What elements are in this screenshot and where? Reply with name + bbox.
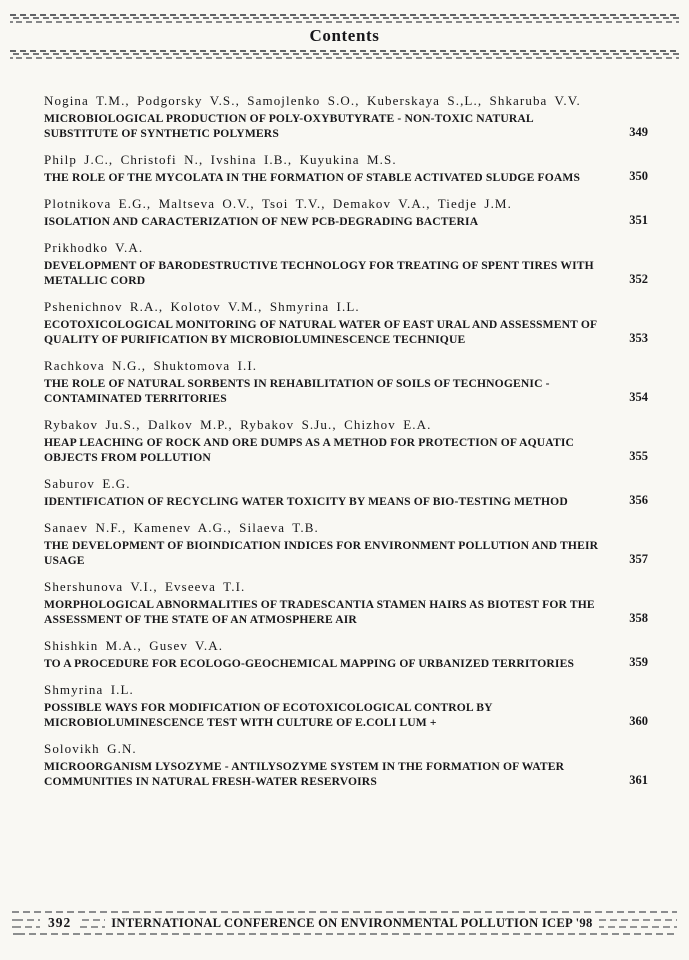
entry-page-number: 354 [629,390,648,404]
toc-entry-body [44,741,612,789]
entry-title: THE ROLE OF THE MYCOLATA IN THE FORMATION OF STABLE ACTIVATED SLUDGE FOAMS [44,171,581,184]
entry-page-number: 355 [629,449,648,463]
entry-authors: Saburov E.G. [44,476,131,491]
toc-entry [44,299,651,347]
entry-page-number: 360 [629,714,648,728]
toc-entry-body [44,682,612,730]
toc-entry-body [44,152,612,185]
entry-page-number: 361 [629,773,648,787]
entry-title: TO A PROCEDURE FOR ECOLOGO-GEOCHEMICAL MAPPING OF URBANIZED TERRITORIES [44,657,575,670]
footer-conference-title: INTERNATIONAL CONFERENCE ON ENVIRONMENTAL POLLUTION ICEP '98 [105,915,598,932]
entry-authors: Philp J.C., Christofi N., Ivshina I.B., Kuyukina M.S. [44,152,397,167]
entry-title: THE DEVELOPMENT OF BIOINDICATION INDICES FOR ENVIRONMENT POLLUTION AND THEIR USAGE [44,539,599,567]
decorative-rule-top [10,14,679,23]
toc-entry-body [44,299,612,347]
toc-entry-body [44,417,612,465]
toc-entry [44,152,651,185]
entry-title: MICROORGANISM LYSOZYME - ANTILYSOZYME SYSTEM IN THE FORMATION OF WATER COMMUNITIES IN NATURAL FRESH-WATER RESERVOIRS [44,760,565,788]
entry-page-number: 353 [629,331,648,345]
toc-entry [44,476,651,509]
entry-title: DEVELOPMENT OF BARODESTRUCTIVE TECHNOLOGY FOR TREATING OF SPENT TIRES WITH METALLIC CORD [44,259,594,287]
toc-entry-body [44,93,612,141]
entry-page-number: 352 [629,272,648,286]
page-footer [12,910,677,936]
entry-authors: Shmyrina I.L. [44,682,134,697]
entry-title: THE ROLE OF NATURAL SORBENTS IN REHABILITATION OF SOILS OF TECHNOGENIC - CONTAMINATED TERRITORIES [44,377,550,405]
entry-authors: Rachkova N.G., Shuktomova I.I. [44,358,258,373]
contents-header [0,0,689,59]
entry-authors: Shershunova V.I., Evseeva T.I. [44,579,246,594]
page-title: Contents [309,26,380,45]
toc-entry-body [44,476,612,509]
toc-entry-body [44,240,612,288]
entry-title: IDENTIFICATION OF RECYCLING WATER TOXICITY BY MEANS OF BIO-TESTING METHOD [44,495,568,508]
entry-authors: Rybakov Ju.S., Dalkov M.P., Rybakov S.Ju., Chizhov E.A. [44,417,432,432]
toc-entry [44,417,651,465]
entry-authors: Pshenichnov R.A., Kolotov V.M., Shmyrina I.L. [44,299,360,314]
entry-authors: Solovikh G.N. [44,741,137,756]
entry-page-number: 351 [629,213,648,227]
entry-authors: Sanaev N.F., Kamenev A.G., Silaeva T.B. [44,520,319,535]
entry-page-number: 359 [629,655,648,669]
toc-entry [44,520,651,568]
entry-title: ECOTOXICOLOGICAL MONITORING OF NATURAL WATER OF EAST URAL AND ASSESSMENT OF QUALITY OF PURIFICATION BY MICROBIOLUMINESCENCE TECHNIQUE [44,318,597,346]
entry-page-number: 350 [629,169,648,183]
entry-authors: Plotnikova E.G., Maltseva O.V., Tsoi T.V., Demakov V.A., Tiedje J.M. [44,196,512,211]
toc-entry [44,196,651,229]
toc-entry [44,93,651,141]
entry-page-number: 356 [629,493,648,507]
entry-page-number: 358 [629,611,648,625]
toc-entry [44,741,651,789]
toc-entry [44,579,651,627]
toc-entry-body [44,196,612,229]
entry-authors: Nogina T.M., Podgorsky V.S., Samojlenko S.O., Kuberskaya S.,L., Shkaruba V.V. [44,93,581,108]
toc-list [0,59,689,789]
folio-page-number: 392 [40,914,79,932]
toc-entry [44,240,651,288]
toc-entry-body [44,579,612,627]
entry-authors: Prikhodko V.A. [44,240,144,255]
entry-title: MORPHOLOGICAL ABNORMALITIES OF TRADESCANTIA STAMEN HAIRS AS BIOTEST FOR THE ASSESSMENT OF THE STATE OF AN ATMOSPHERE AIR [44,598,595,626]
entry-page-number: 349 [629,125,648,139]
toc-entry-body [44,638,612,671]
toc-entry [44,358,651,406]
toc-entry [44,682,651,730]
entry-authors: Shishkin M.A., Gusev V.A. [44,638,224,653]
toc-entry [44,638,651,671]
decorative-rule-under-title [10,50,679,59]
entry-title: HEAP LEACHING OF ROCK AND ORE DUMPS AS A METHOD FOR PROTECTION OF AQUATIC OBJECTS FROM POLLUTION [44,436,575,464]
entry-page-number: 357 [629,552,648,566]
entry-title: POSSIBLE WAYS FOR MODIFICATION OF ECOTOXICOLOGICAL CONTROL BY MICROBIOLUMINESCENCE TEST WITH CULTURE OF E.COLI LUM + [44,701,493,729]
entry-title: MICROBIOLOGICAL PRODUCTION OF POLY-OXYBUTYRATE - NON-TOXIC NATURAL SUBSTITUTE OF SYNTHETIC POLYMERS [44,112,534,140]
toc-entry-body [44,520,612,568]
entry-title: ISOLATION AND CARACTERIZATION OF NEW PCB-DEGRADING BACTERIA [44,215,479,228]
toc-entry-body [44,358,612,406]
